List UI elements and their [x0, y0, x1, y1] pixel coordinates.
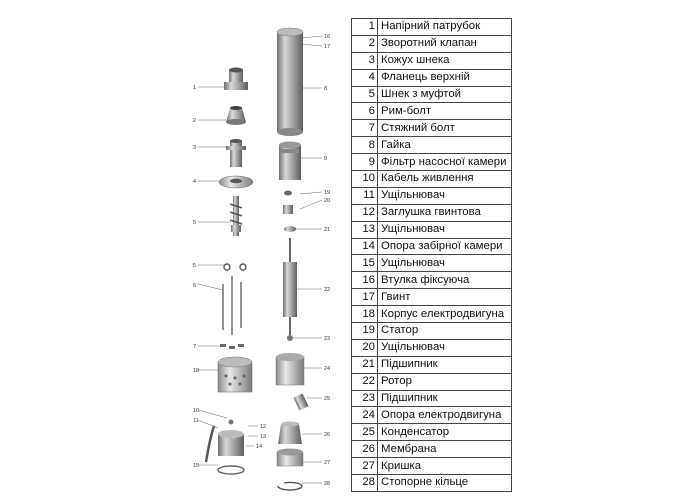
callout-21: 21	[324, 227, 331, 233]
callout-10: 10	[193, 408, 200, 414]
parts-legend-row	[352, 120, 512, 137]
part-name: Статор	[378, 323, 512, 340]
callout-14: 14	[256, 444, 263, 450]
part-name: Ущільнювач	[378, 187, 512, 204]
part-name: Заглушка гвинтова	[378, 204, 512, 221]
part-number: 15	[352, 255, 378, 272]
callout-27: 27	[324, 460, 331, 466]
part-number: 13	[352, 221, 378, 238]
parts-legend-row	[352, 289, 512, 306]
parts-legend-row	[352, 339, 512, 356]
callout-11: 11	[193, 418, 199, 424]
part-number: 3	[352, 52, 378, 69]
callout-numbers	[193, 34, 330, 487]
part-name: Кабель живлення	[378, 171, 512, 188]
part-name: Ущільнювач	[378, 255, 512, 272]
parts-legend-row	[352, 475, 512, 492]
part-name: Фільтр насосної камери	[378, 154, 512, 171]
part-name: Кришка	[378, 458, 512, 475]
part-name: Кожух шнека	[378, 52, 512, 69]
callout-20: 20	[324, 198, 331, 204]
part-seal-and-bearings	[283, 191, 296, 233]
part-name: Фланець верхній	[378, 69, 512, 86]
parts-legend-row	[352, 52, 512, 69]
part-number: 4	[352, 69, 378, 86]
part-number: 23	[352, 390, 378, 407]
part-name: Підшипник	[378, 356, 512, 373]
part-name: Втулка фіксуюча	[378, 272, 512, 289]
parts-legend-row	[352, 221, 512, 238]
part-number: 8	[352, 137, 378, 154]
part-name: Мембрана	[378, 441, 512, 458]
callout-7: 7	[193, 344, 197, 350]
callout-1: 1	[193, 85, 197, 91]
part-number: 5	[352, 86, 378, 103]
part-name: Гвинт	[378, 289, 512, 306]
callout-17: 17	[324, 44, 331, 50]
callout-6: 6	[193, 283, 197, 289]
part-number: 22	[352, 373, 378, 390]
callout-18: 18	[193, 368, 200, 374]
parts-legend-row	[352, 407, 512, 424]
callout-4: 4	[193, 179, 197, 185]
part-rotor	[283, 238, 297, 341]
callout-26: 26	[324, 432, 331, 438]
part-capacitor	[294, 394, 309, 411]
parts-legend-row	[352, 441, 512, 458]
part-number: 11	[352, 187, 378, 204]
part-number: 14	[352, 238, 378, 255]
part-name: Конденсатор	[378, 424, 512, 441]
part-name: Гайка	[378, 137, 512, 154]
part-name: Ущільнювач	[378, 221, 512, 238]
part-name: Напірний патрубок	[378, 19, 512, 36]
part-number: 2	[352, 35, 378, 52]
parts-legend-row	[352, 272, 512, 289]
part-number: 21	[352, 356, 378, 373]
part-number: 6	[352, 103, 378, 120]
callout-2: 2	[193, 118, 197, 124]
part-name: Підшипник	[378, 390, 512, 407]
part-number: 10	[352, 171, 378, 188]
part-motor-housing	[277, 28, 303, 136]
parts-legend-row	[352, 69, 512, 86]
part-name: Корпус електродвигуна	[378, 306, 512, 323]
part-name: Стяжний болт	[378, 120, 512, 137]
parts-legend-row	[352, 171, 512, 188]
part-auger-with-coupling	[230, 196, 242, 236]
parts-legend-row	[352, 458, 512, 475]
part-motor-support	[276, 353, 304, 385]
part-auger-casing	[226, 139, 246, 167]
part-membrane	[278, 422, 302, 445]
part-name: Опора електродвигуна	[378, 407, 512, 424]
part-tie-bolts	[223, 276, 241, 335]
part-pump-chamber-filter	[218, 357, 252, 392]
part-check-valve	[226, 106, 246, 125]
parts-legend-row	[352, 204, 512, 221]
part-number: 7	[352, 120, 378, 137]
callout-24: 24	[324, 366, 331, 372]
part-number: 24	[352, 407, 378, 424]
part-name: Ущільнювач	[378, 339, 512, 356]
callout-8: 8	[324, 86, 328, 92]
parts-legend-row	[352, 323, 512, 340]
parts-legend-row	[352, 19, 512, 36]
parts-legend-row	[352, 306, 512, 323]
part-number: 18	[352, 306, 378, 323]
callout-5-left: 5	[193, 220, 197, 226]
parts-legend-row	[352, 356, 512, 373]
parts-legend-row	[352, 35, 512, 52]
parts-legend-row	[352, 238, 512, 255]
part-cover	[277, 449, 303, 467]
callout-28: 28	[324, 481, 331, 487]
callout-23: 23	[324, 336, 331, 342]
part-number: 19	[352, 323, 378, 340]
part-number: 27	[352, 458, 378, 475]
part-name: Ротор	[378, 373, 512, 390]
part-number: 1	[352, 19, 378, 36]
parts-legend-row	[352, 137, 512, 154]
part-name: Шнек з муфтой	[378, 86, 512, 103]
parts-legend-row	[352, 86, 512, 103]
part-number: 20	[352, 339, 378, 356]
parts-legend-body	[352, 19, 512, 492]
part-name: Опора забірної камери	[378, 238, 512, 255]
parts-legend-row	[352, 187, 512, 204]
parts-legend-row	[352, 154, 512, 171]
part-number: 25	[352, 424, 378, 441]
parts-legend-row	[352, 103, 512, 120]
callout-25: 25	[324, 396, 331, 402]
part-number: 17	[352, 289, 378, 306]
part-number: 12	[352, 204, 378, 221]
part-nuts	[220, 344, 244, 349]
callout-3: 3	[193, 145, 197, 151]
callout-16: 16	[324, 34, 331, 40]
part-stator	[279, 142, 301, 181]
part-number: 9	[352, 154, 378, 171]
part-number: 16	[352, 272, 378, 289]
callout-15: 15	[193, 463, 200, 469]
parts-legend-row	[352, 255, 512, 272]
parts-legend-row	[352, 390, 512, 407]
callout-12: 12	[260, 424, 267, 430]
parts-legend-table	[351, 18, 512, 492]
part-retaining-ring	[278, 482, 302, 490]
part-eye-bolts	[224, 264, 246, 270]
callout-13: 13	[260, 434, 267, 440]
part-name: Стопорне кільце	[378, 475, 512, 492]
callout-19: 19	[324, 190, 331, 196]
part-number: 28	[352, 475, 378, 492]
part-name: Рим-болт	[378, 103, 512, 120]
callout-22: 22	[324, 287, 331, 293]
part-discharge-pipe	[224, 68, 248, 91]
part-cable-and-base	[206, 420, 244, 475]
parts-legend-row	[352, 373, 512, 390]
callout-5-lower: 5	[193, 263, 197, 269]
part-number: 26	[352, 441, 378, 458]
part-name: Зворотний клапан	[378, 35, 512, 52]
callout-leaders	[198, 36, 322, 483]
callout-9: 9	[324, 156, 328, 162]
part-upper-flange	[219, 176, 253, 188]
parts-legend-row	[352, 424, 512, 441]
